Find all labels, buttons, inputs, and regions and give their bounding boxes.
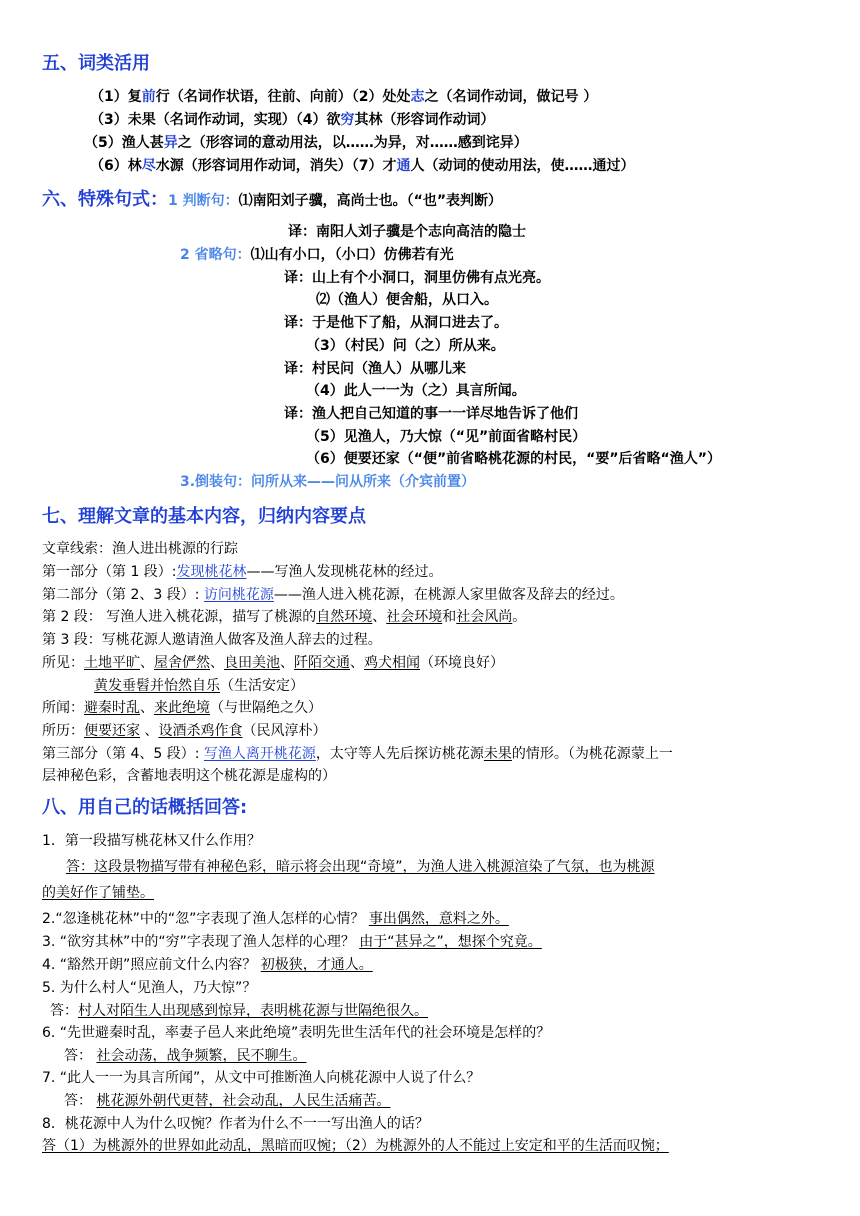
s6-line-3: 2 省略句：⑴山有小口，（小口）仿佛若有光 xyxy=(180,247,454,263)
section-5-heading: 五、词类活用 xyxy=(42,53,150,74)
a1-line-1: 答：这段景物描写带有神秘色彩，暗示将会出现“奇境”，为渔人进入桃源渲染了气氛，也为桃源 xyxy=(66,859,655,875)
s6-line-13: 3.倒装句：问所从来——问从所来（介宾前置） xyxy=(180,474,476,490)
s7-line-2: 第一部分（第 1 段）:发现桃花林——写渔人发现桃花林的经过。 xyxy=(42,564,443,580)
s5-line-3: （5）渔人甚异之（形容词的意动用法，以……为异，对……感到诧异） xyxy=(84,135,528,151)
s6-line-7: （3）（村民）问（之）所从来。 xyxy=(306,338,505,354)
q7: 7. “此人一一为具言所闻”，从文中可推断渔人向桃花源中人说了什么？ xyxy=(42,1070,481,1086)
s7-line-9: 所历：便要还家 、设酒杀鸡作食（民风淳朴） xyxy=(42,723,327,739)
s6-line-8: 译：村民问（渔人）从哪儿来 xyxy=(284,361,466,377)
a6: 答： 社会动荡，战争频繁，民不聊生。 xyxy=(64,1048,307,1064)
s5-line-2: （3）未果（名词作动词，实现）（4）欲穷其林（形容词作动词） xyxy=(90,112,495,128)
s6-line-6: 译：于是他下了船，从洞口进去了。 xyxy=(284,315,508,331)
section-7-heading: 七、理解文章的基本内容，归纳内容要点 xyxy=(42,506,366,527)
s6-line-2: 译：南阳人刘子骥是个志向高洁的隐士 xyxy=(288,224,526,240)
s6-line-12: （6）便要还家（“便”前省略桃花源的村民，“要”后省略“渔人”） xyxy=(306,451,721,467)
q3: 3. “欲穷其林”中的“穷”字表现了渔人怎样的心理？ 由于“甚异之”，想探个究竟。 xyxy=(42,934,542,950)
s7-line-1: 文章线索：渔人进出桃源的行踪 xyxy=(42,541,238,557)
s7-line-3: 第二部分（第 2、3 段）: 访问桃花源——渔人进入桃花源，在桃源人家里做客及辞去的经过。 xyxy=(42,587,624,603)
s6-line-9: （4）此人一一为（之）具言所闻。 xyxy=(306,383,526,399)
s7-line-8: 所闻：避秦时乱、来此绝境（与世隔绝之久） xyxy=(42,700,322,716)
s6-line-11: （5）见渔人，乃大惊（“见”前面省略村民） xyxy=(306,429,587,445)
s6-line-5: ⑵（渔人）便舍船，从口入。 xyxy=(316,292,498,308)
q1: 1．第一段描写桃花林又什么作用？ xyxy=(42,833,261,849)
s5-line-4: （6）林尽水源（形容词用作动词，消失）（7）才通人（动词的使动用法，使……通过） xyxy=(90,158,635,174)
section-6-heading: 六、特殊句式：1 判断句：⑴南阳刘子骥，高尚士也。（“也”表判断） xyxy=(42,189,503,210)
s7-line-10: 第三部分（第 4、5 段）: 写渔人离开桃花源，太守等人先后探访桃花源未果的情形。（为桃花源蒙上一 xyxy=(42,746,673,762)
q4: 4. “豁然开朗”照应前文什么内容？ 初极狭，才通人。 xyxy=(42,957,373,973)
a8: 答（1）为桃源外的世界如此动乱，黑暗而叹惋；（2）为桃源外的人不能过上安定和平的生活而叹惋； xyxy=(42,1138,669,1154)
section-8-heading: 八、用自己的话概括回答: xyxy=(42,797,248,818)
a5: 答：村人对陌生人出现感到惊异，表明桃花源与世隔绝很久。 xyxy=(50,1003,428,1019)
s7-line-6: 所见：土地平旷、屋舍俨然、良田美池、阡陌交通、鸡犬相闻（环境良好） xyxy=(42,655,504,671)
q6: 6. “先世避秦时乱，率妻子邑人来此绝境”表明先世生活年代的社会环境是怎样的？ xyxy=(42,1025,551,1041)
s7-line-11: 层神秘色彩，含蓄地表明这个桃花源是虚构的） xyxy=(42,768,336,784)
s7-line-7: 黄发垂髫并怡然自乐（生活安定） xyxy=(94,678,304,694)
a7: 答： 桃花源外朝代更替，社会动乱，人民生活痛苦。 xyxy=(64,1093,391,1109)
a1-line-2: 的美好作了铺垫。 xyxy=(42,885,154,901)
s5-line-1: （1）复前行（名词作状语，往前、向前）（2）处处志之（名词作动词，做记号 ） xyxy=(90,89,598,105)
s6-line-4: 译：山上有个小洞口，洞里仿佛有点光亮。 xyxy=(284,270,550,286)
q5: 5. 为什么村人“见渔人，乃大惊”？ xyxy=(42,980,257,996)
q2: 2.“忽逢桃花林”中的“忽”字表现了渔人怎样的心情？ 事出偶然，意料之外。 xyxy=(42,911,509,927)
s7-line-4: 第 2 段： 写渔人进入桃花源，描写了桃源的自然环境、社会环境和社会风尚。 xyxy=(42,609,527,625)
q8: 8．桃花源中人为什么叹惋？作者为什么不一一写出渔人的话？ xyxy=(42,1116,429,1132)
s7-line-5: 第 3 段：写桃花源人邀请渔人做客及渔人辞去的过程。 xyxy=(42,632,382,648)
s6-line-10: 译：渔人把自己知道的事一一详尽地告诉了他们 xyxy=(284,406,578,422)
